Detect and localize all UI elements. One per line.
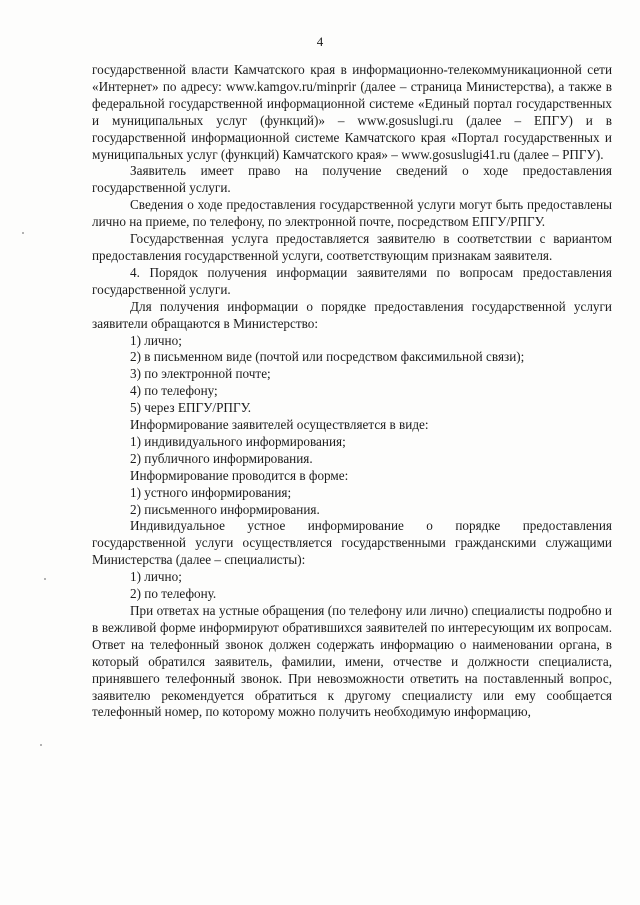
paragraph: государственной власти Камчатского края в информационно-телекоммуникационной сети «Интернет» по адресу: www.kamgov.ru/minprir (далее – страница Министерства), а также в федеральной государственной информационной системе «Единый портал государственных и муниципальных услуг (функций)» – www.gosuslugi.ru (далее – ЕПГУ) и в государственной информационной системе Камчатского края «Портал государственных и муниципальных услуг (функций) Камчатского края» – www.gosuslugi41.ru (далее – РПГУ). [92, 62, 612, 162]
paragraph: Сведения о ходе предоставления государственной услуги могут быть предоставлены лично на приеме, по телефону, по электронной почте, посредством ЕПГУ/РПГУ. [92, 197, 612, 230]
list-item: 1) устного информирования; [130, 484, 292, 500]
list-item: 2) письменного информирования. [130, 501, 320, 517]
section-heading: 4. Порядок получения информации заявителями по вопросам предоставления государственной услуги. [92, 264, 612, 297]
list-item: 2) в письменном виде (почтой или посредством факсимильной связи); [130, 349, 525, 365]
paragraph: Для получения информации о порядке предоставления государственной услуги заявители обращаются в Министерство: [92, 298, 612, 331]
list-item: 2) по телефону. [130, 586, 217, 602]
list-item: 1) лично; [130, 569, 182, 585]
page-number: 4 [316, 34, 324, 49]
document-body [92, 62, 612, 721]
list-item: 4) по телефону; [130, 383, 218, 399]
list-item: 1) индивидуального информирования; [130, 433, 346, 449]
list-item: 2) публичного информирования. [130, 450, 313, 466]
list-item: 1) лично; [130, 332, 182, 348]
list-intro: Информирование заявителей осуществляется в виде: [130, 417, 429, 433]
paragraph: Государственная услуга предоставляется заявителю в соответствии с вариантом предоставления государственной услуги, соответствующим признакам заявителя. [92, 231, 612, 263]
paragraph: Индивидуальное устное информирование о порядке предоставления государственной услуги осуществляется государственными гражданскими служащими Министерства (далее – специалисты): [92, 518, 612, 568]
list-item: 3) по электронной почте; [130, 366, 271, 382]
list-intro: Информирование проводится в форме: [130, 467, 349, 483]
scan-speck [40, 744, 42, 746]
list-item: 5) через ЕПГУ/РПГУ. [130, 400, 252, 416]
paragraph: При ответах на устные обращения (по телефону или лично) специалисты подробно и в вежливой форме информируют обратившихся заявителей по интересующим их вопросам. Ответ на телефонный звонок должен содержать информацию о наименовании органа, в который обратился заявитель, фамилии, имени, отчестве и должности специалиста, принявшего телефонный звонок. При невозможности ответить на поставленный вопрос, заявителю рекомендуется обратиться к другому специалисту или ему сообщается телефонный номер, по которому можно получить необходимую информацию, [92, 603, 612, 720]
scan-speck [22, 232, 24, 234]
paragraph: Заявитель имеет право на получение сведений о ходе предоставления государственной услуги. [92, 163, 612, 196]
scan-speck [44, 578, 46, 580]
